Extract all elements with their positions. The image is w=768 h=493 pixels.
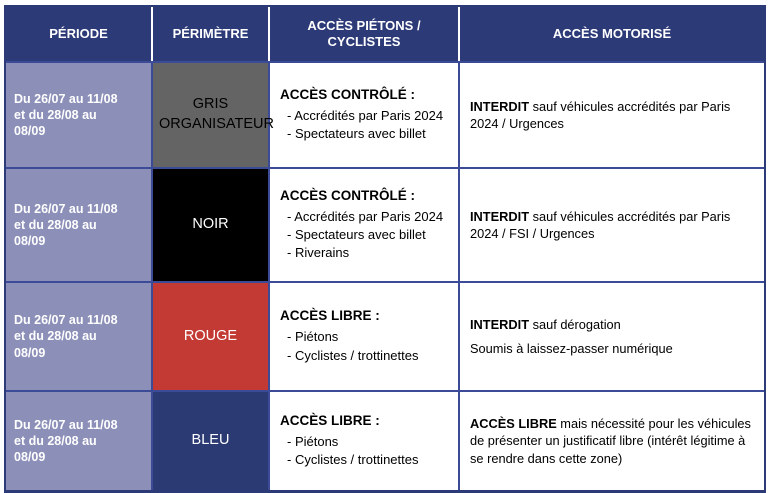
pedestrian-access-cell — [268, 390, 458, 490]
motorized-access-line: ACCÈS LIBRE mais nécessité pour les véhicules de présenter un justificatif libre (intérêt légitime à se rendre dans cette zone) — [470, 416, 751, 466]
perimeter-label: GRIS ORGANISATEUR — [159, 96, 274, 132]
access-status-label: INTERDIT — [470, 98, 530, 114]
table-row — [6, 281, 764, 390]
motorized-access-cell — [458, 61, 764, 167]
pedestrian-access-item: - Piétons — [287, 433, 339, 449]
pedestrian-access-list — [280, 328, 452, 364]
access-status-label: ACCÈS LIBRE — [470, 416, 557, 432]
pedestrian-access-list — [280, 107, 452, 143]
motorized-access-text — [470, 415, 756, 467]
motorized-access-text — [470, 208, 756, 243]
table-row — [6, 390, 764, 490]
header-row — [6, 7, 764, 61]
pedestrian-access-cell — [268, 167, 458, 281]
motorized-access-line: Soumis à laissez-passer numérique — [470, 340, 673, 356]
period-text: Du 26/07 au 11/08 et du 28/08 au 08/09 — [14, 201, 118, 249]
perimeter-cell — [151, 167, 268, 281]
period-cell — [6, 61, 151, 167]
pedestrian-access-item: - Accrédités par Paris 2024 — [287, 107, 444, 123]
access-status-label: INTERDIT — [470, 208, 530, 224]
motorized-access-text — [470, 316, 756, 357]
period-text: Du 26/07 au 11/08 et du 28/08 au 08/09 — [14, 417, 118, 465]
table-row — [6, 167, 764, 281]
period-cell — [6, 167, 151, 281]
column-header-periode: PÉRIODE — [6, 7, 151, 61]
period-cell — [6, 390, 151, 490]
pedestrian-access-list — [280, 433, 452, 469]
period-cell — [6, 281, 151, 390]
pedestrian-access-item: - Cyclistes / trottinettes — [287, 347, 419, 363]
table-header — [6, 7, 764, 61]
motorized-access-cell — [458, 281, 764, 390]
pedestrian-access-item: - Spectateurs avec billet — [287, 226, 426, 242]
pedestrian-access-title: ACCÈS LIBRE : — [280, 308, 380, 324]
pedestrian-access-item: - Accrédités par Paris 2024 — [287, 208, 444, 224]
access-zones-table — [4, 5, 766, 493]
table-row — [6, 61, 764, 167]
motorized-access-text — [470, 98, 756, 133]
motorized-access-line: INTERDIT sauf véhicules accrédités par Paris 2024 / Urgences — [470, 98, 731, 131]
pedestrian-access-cell — [268, 281, 458, 390]
perimeter-label: NOIR — [192, 216, 229, 233]
pedestrian-access-title: ACCÈS LIBRE : — [280, 412, 380, 428]
pedestrian-access-item: - Spectateurs avec billet — [287, 126, 426, 141]
perimeter-cell — [151, 390, 268, 490]
pedestrian-access-title: ACCÈS CONTRÔLÉ : — [280, 86, 415, 102]
table-body — [6, 61, 764, 490]
motorized-access-cell — [458, 167, 764, 281]
pedestrian-access-item: - Cyclistes / trottinettes — [287, 452, 419, 467]
access-status-label: INTERDIT — [470, 317, 530, 333]
period-text: Du 26/07 au 11/08 et du 28/08 au 08/09 — [14, 91, 118, 139]
pedestrian-access-item: - Piétons — [287, 329, 339, 345]
motorized-access-line: INTERDIT sauf véhicules accrédités par Paris 2024 / FSI / Urgences — [470, 208, 731, 241]
pedestrian-access-item: - Riverains — [287, 245, 350, 261]
pedestrian-access-cell — [268, 61, 458, 167]
perimeter-cell — [151, 61, 274, 167]
pedestrian-access-title: ACCÈS CONTRÔLÉ : — [280, 187, 415, 203]
column-header-acces-motorise: ACCÈS MOTORISÉ — [458, 7, 764, 61]
pedestrian-access-list — [280, 208, 452, 263]
period-text: Du 26/07 au 11/08 et du 28/08 au 08/09 — [14, 313, 118, 360]
perimeter-label: ROUGE — [183, 327, 238, 344]
perimeter-label: BLEU — [191, 432, 230, 449]
column-header-acces-pietons: ACCÈS PIÉTONS / CYCLISTES — [268, 7, 458, 61]
motorized-access-cell — [458, 390, 764, 490]
column-header-perimetre: PÉRIMÈTRE — [151, 7, 268, 61]
perimeter-cell — [151, 281, 268, 390]
motorized-access-line: INTERDIT sauf dérogation — [470, 317, 621, 333]
